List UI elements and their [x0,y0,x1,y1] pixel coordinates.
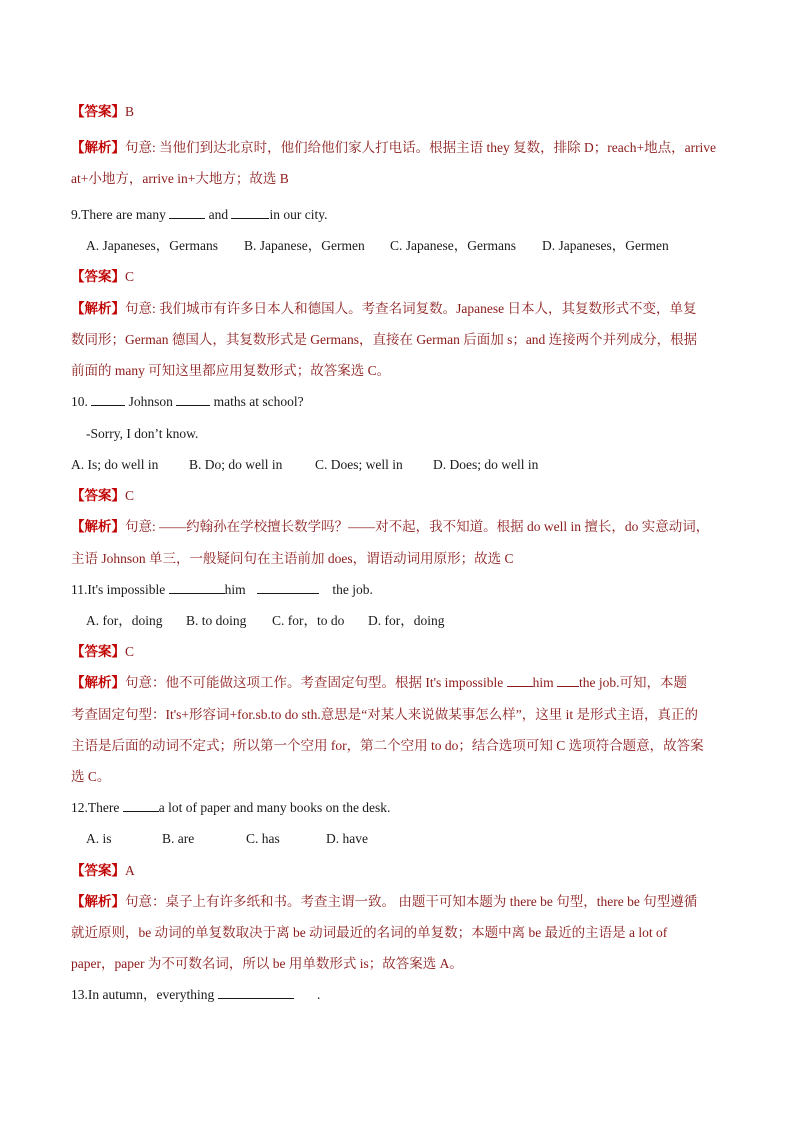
option-c: C. Does; well in [315,457,403,472]
option-d: D. Japaneses，Germen [542,238,669,253]
answer-value: C [125,269,135,284]
explanation-line [71,737,731,755]
explanation-text: paper，paper 为不可数名词，所以 be 用单数形式 is；故答案选 A。 [71,956,463,971]
explanation-tag: 【解析】 [71,675,125,690]
answer-tag: 【答案】 [71,269,125,284]
option-a: A. Japaneses，Germans [86,238,218,253]
answer-value: B [125,104,135,119]
question-stem [71,799,731,817]
option-c: C. has [246,831,280,846]
explanation-text: the job.可知，本题 [578,675,687,690]
option-b: B. Japanese，Germen [244,238,365,253]
option-d: D. have [326,831,368,846]
stem-text: . [316,987,321,1002]
explanation-text: 考查固定句型：It's+形容词+for.sb.to do sth.意思是“对某人来说做某事怎么样”，这里 it 是形式主语，真正的 [71,707,699,722]
answer-value: C [125,488,135,503]
answer-blank [176,393,210,406]
explanation-text: 数同形；German 德国人，其复数形式是 Germans，直接在 German 后面加 s；and 连接两个并列成分，根据 [71,332,698,347]
answer-tag: 【答案】 [71,104,125,119]
answer-tag: 【答案】 [71,863,125,878]
option-d: D. for，doing [368,613,445,628]
options-row [86,830,746,848]
explanation-tag: 【解析】 [71,894,125,909]
option-b: B. are [162,831,195,846]
answer-tag: 【答案】 [71,644,125,659]
explanation-text: 前面的 many 可知这里都应用复数形式；故答案选 C。 [71,363,391,378]
option-c: C. for，to do [272,613,345,628]
explanation-line [71,300,731,318]
explanation-line [71,674,731,692]
answer-blank [218,986,294,999]
answer-value: C [125,644,135,659]
stem-text: in our city. [269,207,328,222]
explanation-tag: 【解析】 [71,519,125,534]
explanation-line [71,955,731,973]
explanation-text: 主语是后面的动词不定式；所以第一个空用 for，第二个空用 to do；结合选项可知 C 选项符合题意，故答案 [71,738,704,753]
question-stem [71,206,731,224]
stem-text: 13.In autumn，everything [71,987,215,1002]
option-b: B. Do; do well in [189,457,283,472]
answer-value: A [125,863,135,878]
answer-row [71,487,731,505]
answer-blank [557,674,579,687]
options-row [86,237,746,255]
explanation-line [71,518,731,536]
stem-text: and [208,207,229,222]
explanation-text: 句意: 当他们到达北京时，他们给他们家人打电话。根据主语 they 复数，排除 D；reach+地点，arrive [125,140,717,155]
option-a: A. Is; do well in [71,457,159,472]
explanation-line [71,706,731,724]
explanation-line [71,170,731,188]
stem-text: the job. [332,582,373,597]
stem-text: 11.It's impossible [71,582,166,597]
answer-blank [169,581,225,594]
question-stem [71,986,731,1004]
explanation-text: 句意: ——约翰孙在学校擅长数学吗？——对不起，我不知道。根据 do well in 擅长，do 实意动词， [125,519,710,534]
answer-blank [169,206,205,219]
answer-blank [123,799,159,812]
explanation-line [71,550,731,568]
question-stem [71,393,731,411]
explanation-text: 句意：他不可能做这项工作。考查固定句型。根据 It's impossible [125,675,504,690]
explanation-tag: 【解析】 [71,301,125,316]
answer-tag: 【答案】 [71,488,125,503]
explanation-text: 句意: 我们城市有许多日本人和德国人。考查名词复数。Japanese 日本人，其复数形式不变，单复 [125,301,697,316]
explanation-text: 选 C。 [71,769,111,784]
answer-row [71,103,731,121]
options-row [86,612,746,630]
explanation-text: at+小地方，arrive in+大地方；故选 B [71,171,289,186]
stem-text: a lot of paper and many books on the desk. [158,800,391,815]
explanation-line [71,331,731,349]
explanation-text: 就近原则，be 动词的单复数取决于离 be 动词最近的名词的单复数；本题中离 be 最近的主语是 a lot of [71,925,668,940]
stem-text: maths at school? [213,394,304,409]
stem-text: -Sorry, I don’t know. [86,426,199,441]
answer-blank [257,581,319,594]
explanation-tag: 【解析】 [71,140,125,155]
question-stem [71,581,731,599]
answer-blank [231,206,269,219]
stem-text: 9.There are many [71,207,166,222]
stem-text: him [224,582,246,597]
answer-row [71,268,731,286]
option-a: A. for，doing [86,613,163,628]
explanation-line [71,924,731,942]
stem-text: Johnson [128,394,173,409]
options-row [71,456,731,474]
explanation-line [71,768,731,786]
option-c: C. Japanese，Germans [390,238,516,253]
stem-text: 10. [71,394,88,409]
answer-row [71,643,731,661]
question-stem-line2 [86,425,746,443]
answer-blank [507,674,533,687]
option-d: D. Does; do well in [433,457,539,472]
stem-text: 12.There [71,800,120,815]
explanation-line [71,139,731,157]
explanation-line [71,893,731,911]
explanation-text: 主语 Johnson 单三，一般疑问句在主语前加 does，谓语动词用原形；故选 C [71,551,514,566]
option-a: A. is [86,831,112,846]
answer-blank [91,393,125,406]
explanation-line [71,362,731,380]
explanation-text: him [532,675,554,690]
option-b: B. to doing [186,613,247,628]
answer-row [71,862,731,880]
explanation-text: 句意：桌子上有许多纸和书。考查主谓一致。 由题干可知本题为 there be 句型，there be 句型遵循 [125,894,698,909]
